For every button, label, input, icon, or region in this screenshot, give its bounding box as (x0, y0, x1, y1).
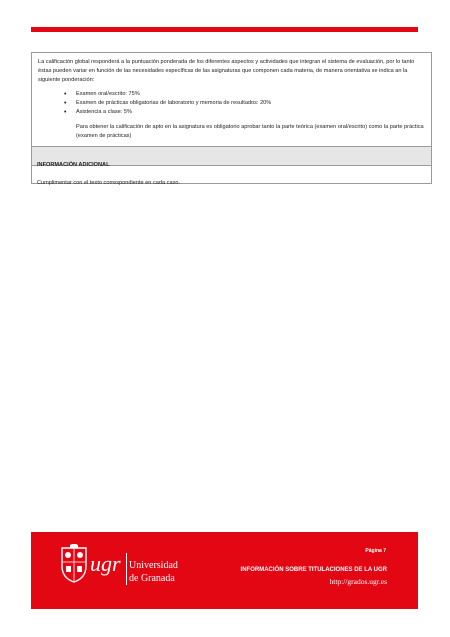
logo-divider (126, 553, 127, 585)
coat-of-arms-icon (59, 544, 89, 584)
page-number: Página 7 (365, 548, 386, 554)
list-item: • Asistencia a clase: 5% (64, 109, 132, 116)
footer (31, 532, 418, 609)
logo-wordmark: ugr (90, 551, 121, 576)
list-item: • Examen oral/escrito: 75% (64, 91, 140, 98)
bullet-icon: • (64, 109, 67, 116)
section-title: INFORMACIÓN ADICIONAL (37, 162, 110, 168)
top-red-rule (31, 27, 418, 32)
list-item: • Examen de prácticas obligatorias de laboratorio y memoria de resultados: 20% (64, 100, 272, 107)
section-text: Cumplimentar con el texto correspondiente en cada caso. (37, 180, 181, 186)
university-name-line1: Universidad (129, 560, 178, 571)
ugr-logo (59, 544, 179, 594)
weighting-list (38, 90, 425, 117)
bullet-icon: • (64, 91, 67, 98)
additional-info-heading (32, 147, 431, 166)
bullet-icon: • (64, 100, 67, 107)
evaluation-intro: La calificación global responderá a la puntuación ponderada de los diferentes aspectos y actividades que integran el sistema de evaluación, por lo tanto éstas pueden variar en función de las necesidades específicas de las asignaturas que componen cada materia, de manera orientativa se indica an la siguiente ponderación: (38, 59, 415, 83)
footer-title: INFORMACIÓN SOBRE TITULACIONES DE LA UGR (240, 567, 387, 573)
evaluation-section (32, 53, 431, 147)
content-table (31, 52, 432, 184)
university-name-line2: de Granada (129, 573, 175, 584)
footer-url[interactable]: http://grados.ugr.es (329, 577, 387, 586)
evaluation-note: Para obtener la calificación de apto en la asignatura es obligatorio aprobar tanto la parte teórica (examen oral/escrito) como la parte práctica (examen de prácticas) (76, 124, 424, 139)
